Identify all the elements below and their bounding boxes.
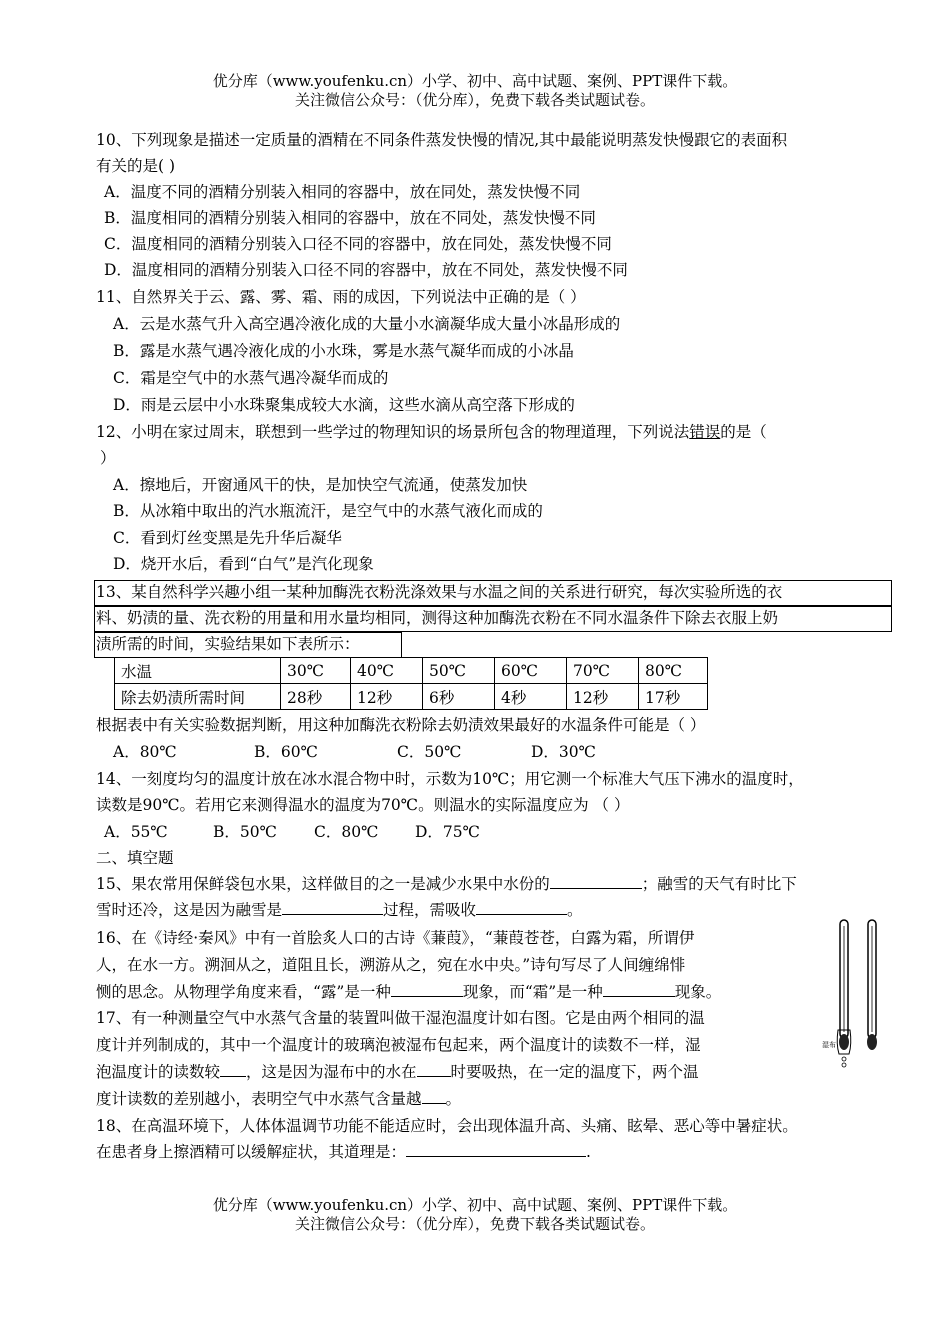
q18-line1: 18、在高温环境下，人体体温调节功能不能适应时，会出现体温升高、头痛、眩晕、恶心等中暑症状。 (96, 1117, 798, 1135)
table-cell: 水温 (115, 658, 281, 684)
table-cell: 80℃ (639, 658, 708, 684)
table-cell: 除去奶渍所需时间 (115, 684, 281, 710)
q14-stem-line2: 读数是90℃。若用它来测得温水的温度为70℃。则温水的实际温度应为 （ ） (96, 796, 630, 814)
q17-line3 (96, 1061, 699, 1083)
thermometer-wet-icon (837, 920, 851, 1067)
q16-line1: 16、在《诗经·秦风》中有一首脍炙人口的古诗《蒹葭》，“蒹葭苍苍，白露为霜，所谓伊 (96, 929, 695, 947)
q13-option-c: C．50℃ (397, 743, 462, 761)
table-cell: 12秒 (351, 684, 423, 710)
q17-blank-3 (422, 1089, 446, 1104)
q14-option-c: C．80℃ (314, 823, 379, 841)
table-cell: 70℃ (567, 658, 639, 684)
table-cell: 4秒 (495, 684, 567, 710)
q14-option-b: B．50℃ (213, 823, 277, 841)
q17-line1: 17、有一种测量空气中水蒸气含量的装置叫做干湿泡温度计如右图。它是由两个相同的温 (96, 1009, 705, 1027)
q11-stem: 11、自然界关于云、露、雾、霜、雨的成因，下列说法中正确的是（ ） (96, 288, 586, 306)
q10-stem-line1: 10、下列现象是描述一定质量的酒精在不同条件蒸发快慢的情况,其中最能说明蒸发快慢跟它的表面积 (96, 131, 788, 149)
q13-stem-line1: 13、某自然科学兴趣小组一某种加酶洗衣粉洗涤效果与水温之间的关系进行研究，每次实验所选的衣 (96, 583, 783, 601)
q13-option-a: A．80℃ (113, 743, 177, 761)
page-footer-line2: 关注微信公众号：（优分库），免费下载各类试题试卷。 (294, 1215, 655, 1233)
q16-text-2: 现象，而“霜”是一种 (462, 983, 603, 1001)
page-footer-line1: 优分库（www.youfenku.cn）小学、初中、高中试题、案例、PPT课件下载。 (212, 1196, 738, 1214)
q15-blank-2 (282, 900, 383, 915)
q16-text-3: 现象。 (674, 983, 722, 1001)
table-cell: 30℃ (281, 658, 351, 684)
q16-blank-1 (391, 982, 463, 997)
q18-line2 (96, 1141, 591, 1163)
q17-line4 (96, 1088, 461, 1110)
q10-option-b: B．温度相同的酒精分别装入相同的容器中，放在不同处，蒸发快慢不同 (104, 209, 596, 227)
q18-blank-1 (406, 1142, 586, 1157)
q17-blank-2 (417, 1062, 451, 1077)
q13-option-d: D．30℃ (531, 743, 596, 761)
q12-stem-post: 的是（ (720, 423, 767, 441)
q11-option-d: D．雨是云层中小水珠聚集成较大水滴，这些水滴从高空落下形成的 (113, 396, 575, 414)
table-cell: 50℃ (423, 658, 495, 684)
q12-option-c: C．看到灯丝变黑是先升华后凝华 (113, 529, 342, 547)
table-cell: 28秒 (281, 684, 351, 710)
table-cell: 17秒 (639, 684, 708, 710)
q17-text-4: 度计读数的差别越小，表明空气中水蒸气含量越 (96, 1090, 422, 1108)
q15-line2 (96, 899, 583, 921)
q10-option-d: D．温度相同的酒精分别装入口径不同的容器中，放在不同处，蒸发快慢不同 (104, 261, 628, 279)
table-cell: 12秒 (567, 684, 639, 710)
q14-option-d: D．75℃ (415, 823, 480, 841)
wet-cloth-label: 湿布 (822, 1041, 836, 1049)
q17-text-2: ，这是因为湿布中的水在 (246, 1063, 417, 1081)
table-row (115, 684, 708, 710)
q15-text-3: 雪时还冷，这是因为融雪是 (96, 901, 283, 919)
q15-blank-3 (476, 900, 567, 915)
q13-options (113, 741, 596, 763)
q12-stem-pre: 12、小明在家过周末，联想到一些学过的物理知识的场景所包含的物理道理，下列说法 (96, 423, 690, 441)
q12-option-d: D．烧开水后，看到“白气”是汽化现象 (113, 555, 374, 573)
table-cell: 40℃ (351, 658, 423, 684)
q11-option-c: C．霜是空气中的水蒸气遇冷凝华而成的 (113, 369, 389, 387)
q13-data-table (114, 657, 708, 710)
table-row (115, 658, 708, 684)
page-header-line2: 关注微信公众号：（优分库），免费下载各类试题试卷。 (294, 91, 655, 109)
thermometer-dry-icon (867, 920, 877, 1050)
q10-option-a: A．温度不同的酒精分别装入相同的容器中，放在同处，蒸发快慢不同 (104, 183, 581, 201)
q16-line2: 人，在水一方。溯洄从之，道阻且长，溯游从之，宛在水中央。”诗句写尽了人间缠绵悱 (96, 956, 686, 974)
page-header-line1: 优分库（www.youfenku.cn）小学、初中、高中试题、案例、PPT课件下载。 (212, 72, 738, 90)
q13-stem-line2: 料、奶渍的量、洗衣粉的用量和用水量均相同，测得这种加酶洗衣粉在不同水温条件下除去衣服上奶 (96, 609, 779, 627)
q13-stem-line3: 渍所需的时间，实验结果如下表所示： (96, 635, 360, 653)
q14-option-a: A．55℃ (104, 823, 168, 841)
table-cell: 6秒 (423, 684, 495, 710)
q15-text-5: 。 (567, 901, 583, 919)
q10-option-c: C．温度相同的酒精分别装入口径不同的容器中，放在同处，蒸发快慢不同 (104, 235, 612, 253)
q11-option-a: A．云是水蒸气升入高空遇冷液化成的大量小水滴凝华成大量小冰晶形成的 (113, 315, 621, 333)
q12-stem-line2: ） (100, 449, 116, 467)
q12-stem-line1 (96, 421, 767, 443)
q15-line1 (96, 873, 797, 895)
q15-text-4: 过程，需吸收 (383, 901, 477, 919)
q15-text-1: 15、果农常用保鲜袋包水果，这样做目的之一是减少水果中水份的 (96, 875, 550, 893)
q17-blank-1 (220, 1062, 246, 1077)
q17-line2: 度计并列制成的，其中一个温度计的玻璃泡被湿布包起来，两个温度计的读数不一样，湿 (96, 1036, 701, 1054)
q16-text-1: 恻的思念。从物理学角度来看，“露”是一种 (96, 983, 391, 1001)
q12-stem-underlined: 错误 (689, 423, 721, 441)
q15-blank-1 (550, 874, 642, 889)
q17-text-3: 时要吸热，在一定的温度下，两个温 (450, 1063, 699, 1081)
q18-text-2: . (586, 1143, 591, 1161)
q16-line3 (96, 981, 721, 1003)
q16-blank-2 (603, 982, 675, 997)
table-cell: 60℃ (495, 658, 567, 684)
q13-option-b: B．60℃ (254, 743, 318, 761)
q10-stem-line2: 有关的是( ) (96, 157, 176, 175)
q12-option-a: A．擦地后，开窗通风干的快，是加快空气流通，使蒸发加快 (113, 476, 528, 494)
wet-dry-bulb-thermometer-figure (820, 914, 890, 1074)
q13-question: 根据表中有关实验数据判断，用这种加酶洗衣粉除去奶渍效果最好的水温条件可能是（ ） (96, 716, 706, 734)
q14-options (104, 821, 480, 843)
q17-text-5: 。 (445, 1090, 462, 1108)
q15-text-2: ；融雪的天气有时比下 (641, 875, 797, 893)
q12-option-b: B．从冰箱中取出的汽水瓶流汗，是空气中的水蒸气液化而成的 (113, 502, 543, 520)
q17-text-1: 泡温度计的读数较 (96, 1063, 221, 1081)
section-title-fill-in: 二、填空题 (96, 849, 174, 867)
q11-option-b: B．露是水蒸气遇冷液化成的小水珠，雾是水蒸气凝华而成的小冰晶 (113, 342, 574, 360)
q18-text-1: 在患者身上擦酒精可以缓解症状，其道理是： (96, 1143, 407, 1161)
q14-stem-line1: 14、一刻度均匀的温度计放在冰水混合物中时，示数为10℃；用它测一个标准大气压下沸水的温度时， (96, 770, 804, 788)
